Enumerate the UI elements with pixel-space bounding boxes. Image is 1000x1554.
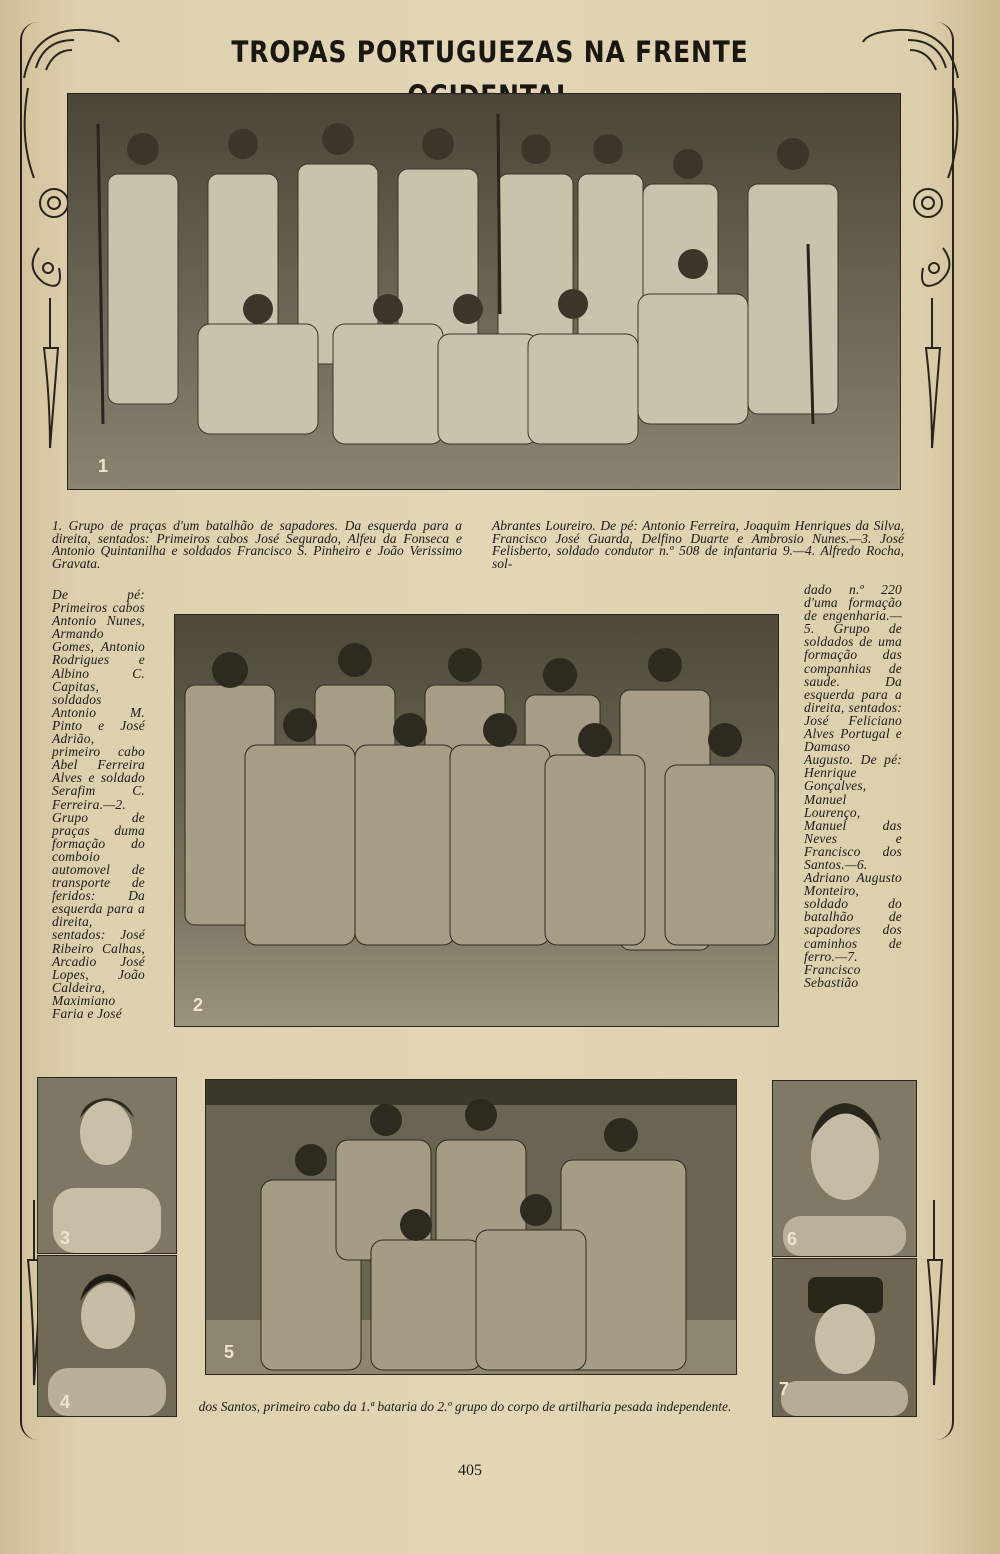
photo-number: 2 — [193, 995, 204, 1015]
photo-number: 5 — [224, 1342, 235, 1362]
photo-number: 4 — [60, 1392, 71, 1412]
photo-5-health-company — [205, 1079, 737, 1375]
page-number: 405 — [458, 1462, 482, 1479]
caption-bottom: dos Santos, primeiro cabo da 1.ª bataria do 2.º grupo do corpo de artilharia pesada independente. — [198, 1399, 732, 1414]
photo-4-portrait — [37, 1255, 177, 1417]
photo-1-sappers — [67, 93, 901, 490]
photo-number: 3 — [60, 1228, 71, 1248]
caption-col2-top: Abrantes Loureiro. De pé: Antonio Ferreira, Joaquim Henriques da Silva, Francisco José Guarda, Delfino Duarte e Ambrosio Nunes.—3. José Felisberto, soldado condutor n.º 508 de infantaria 9.—4. Alfredo Rocha, sol- — [492, 518, 904, 571]
photo-number: 1 — [98, 456, 109, 476]
caption-right-narrow: dado n.º 220 d'uma formação de engenharia.—5. Grupo de soldados de uma formação das companhias de saude. Da esquerda para a direita, sentados: José Feliciano Alves Portugal e Damaso Augusto. De pé: Henrique Gonçalves, Manuel Lourenço, Manuel das Neves e Francisco dos Santos.—6. Adriano Augusto Monteiro, soldado do batalhão de sapadores dos caminhos de ferro.—7. Francisco Sebastião — [804, 582, 902, 990]
photo-7-portrait — [772, 1258, 917, 1417]
ornament-bottom-right-icon — [914, 1200, 954, 1390]
photo-number: 7 — [779, 1379, 790, 1399]
caption-col1-top: 1. Grupo de praças d'um batalhão de sapadores. Da esquerda para a direita, sentados: Primeiros cabos José Segurado, Alfeu da Fonseca e Antonio Quintanilha e soldados Francisco S. Pinheiro e João Verissimo Gravata. — [52, 518, 462, 571]
photo-6-portrait — [772, 1080, 917, 1257]
page-title: TROPAS PORTUGUEZAS NA FRENTE — [231, 35, 749, 69]
caption-left-narrow: De pé: Primeiros cabos Antonio Nunes, Armando Gomes, Antonio Rodrigues e Albino C. Capitas, soldados Antonio M. Pinto e José Adrião, primeiro cabo Abel Ferreira Alves e soldado Serafim C. Ferreira.—2. Grupo de praças duma formação do comboio automovel de transporte de feridos: Da esquerda para a direita, sentados: José Ribeiro Calhas, Arcadio José Lopes, João Caldeira, Maximiano Faria e José — [52, 587, 145, 1021]
photo-number: 6 — [787, 1229, 798, 1249]
photo-2-transport-group — [174, 614, 779, 1027]
photo-3-portrait — [37, 1077, 177, 1254]
